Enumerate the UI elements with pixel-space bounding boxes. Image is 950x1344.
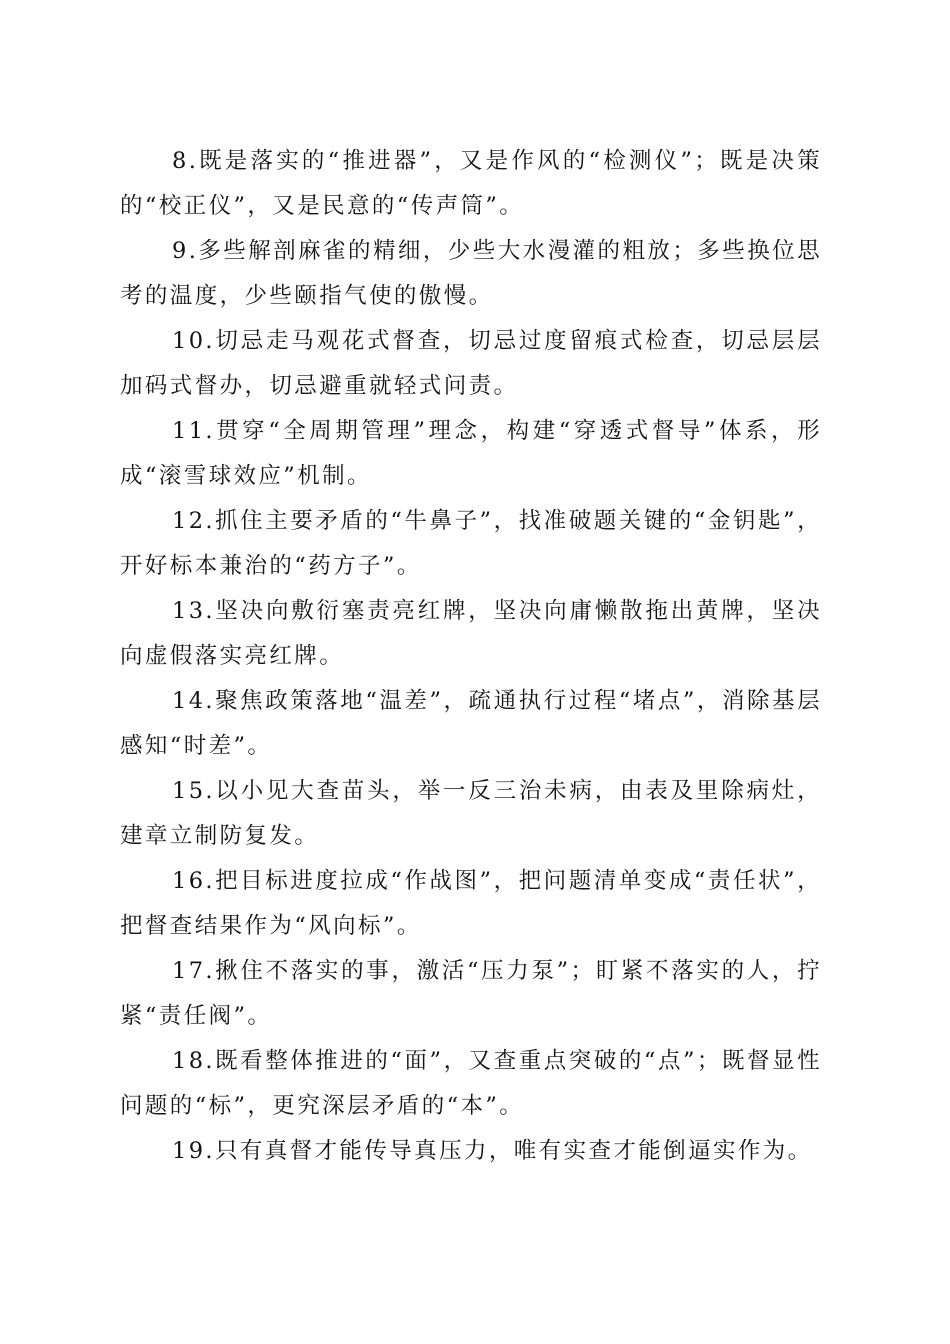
paragraph-item-16: 16.把目标进度拉成“作战图”，把问题清单变成“责任状”，把督查结果作为“风向标”。 xyxy=(120,868,822,939)
paragraph-item-10: 10.切忌走马观花式督查，切忌过度留痕式检查，切忌层层加码式督办，切忌避重就轻式问责。 xyxy=(120,328,822,399)
paragraph-item-17: 17.揪住不落实的事，激活“压力泵”；盯紧不落实的人，拧紧“责任阀”。 xyxy=(120,958,822,1029)
paragraph-item-8: 8.既是落实的“推进器”，又是作风的“检测仪”；既是决策的“校正仪”，又是民意的“传声筒”。 xyxy=(120,148,822,219)
document-body xyxy=(120,139,822,1174)
paragraph-item-19: 19.只有真督才能传导真压力，唯有实查才能倒逼实作为。 xyxy=(172,1138,813,1164)
paragraph-item-14: 14.聚焦政策落地“温差”，疏通执行过程“堵点”，消除基层感知“时差”。 xyxy=(120,688,822,759)
paragraph-item-12: 12.抓住主要矛盾的“牛鼻子”，找准破题关键的“金钥匙”，开好标本兼治的“药方子”。 xyxy=(120,508,822,579)
paragraph-item-18: 18.既看整体推进的“面”，又查重点突破的“点”；既督显性问题的“标”，更究深层矛盾的“本”。 xyxy=(120,1048,822,1119)
paragraph-item-11: 11.贯穿“全周期管理”理念，构建“穿透式督导”体系，形成“滚雪球效应”机制。 xyxy=(120,418,822,489)
paragraph-item-9: 9.多些解剖麻雀的精细，少些大水漫灌的粗放；多些换位思考的温度，少些颐指气使的傲慢。 xyxy=(120,238,822,309)
paragraph-item-13: 13.坚决向敷衍塞责亮红牌，坚决向庸懒散拖出黄牌，坚决向虚假落实亮红牌。 xyxy=(120,598,822,669)
paragraph-item-15: 15.以小见大查苗头，举一反三治未病，由表及里除病灶，建章立制防复发。 xyxy=(120,778,822,849)
